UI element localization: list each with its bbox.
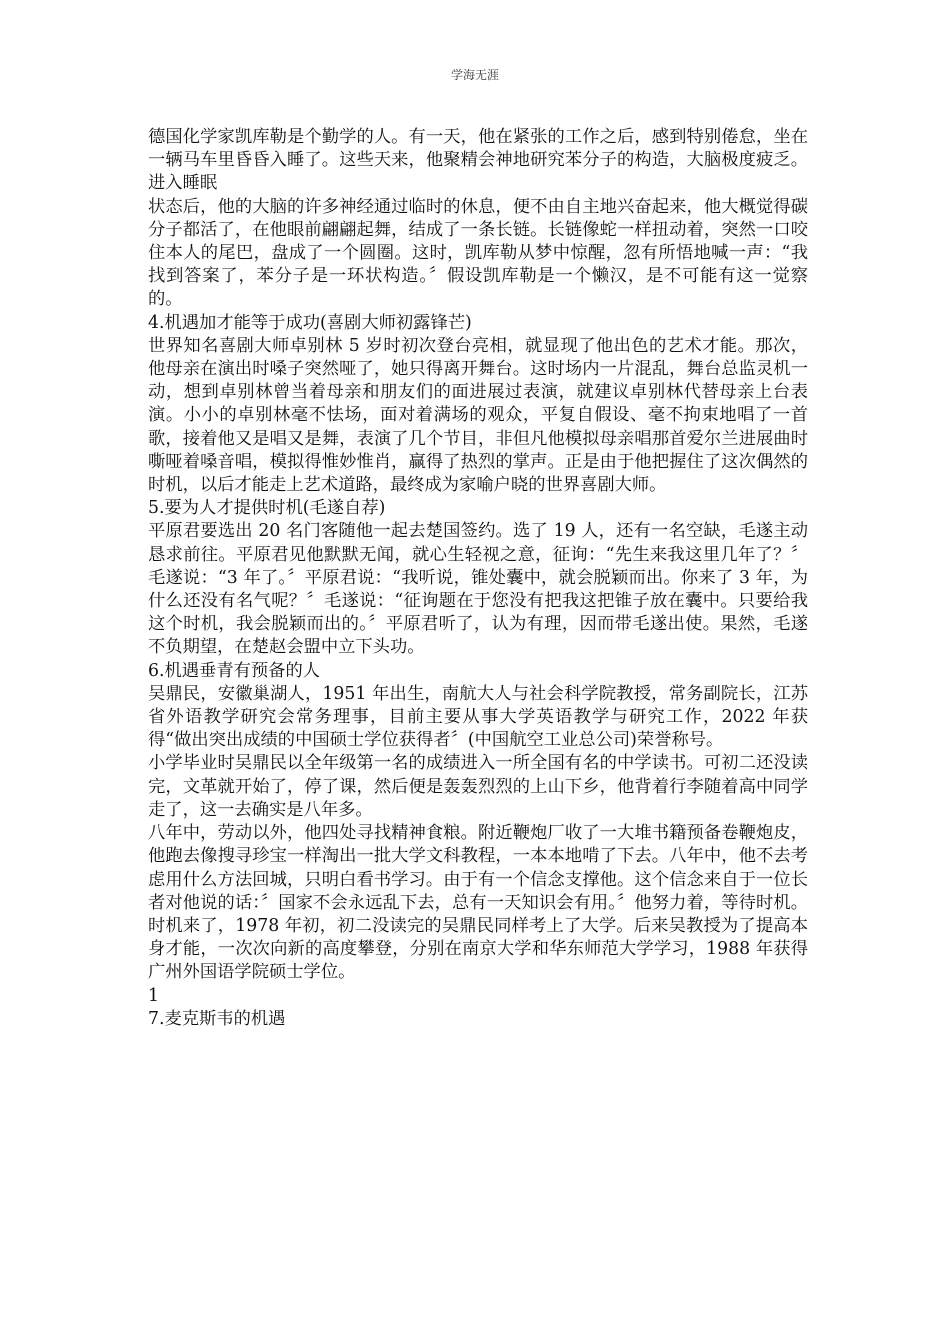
paragraph: 平原君要选出 20 名门客随他一起去楚国签约。选了 19 人，还有一名空缺，毛遂主动恳求前往。平原君见他默默无闻，就心生轻视之意，征询：“先生来我这里几年了？〞毛遂说：“3 年了。〞平原君说：“我听说，锥处囊中，就会脱颖而出。你来了 3 年，为什么还没有名气呢？〞毛遂说：“征询题在于您没有把我这把锥子放在囊中。只要给我这个时机，我会脱颖而出的。〞平原君听了，认为有理，因而带毛遂出使。果然，毛遂不负期望，在楚赵会盟中立下头功。 <box>148 521 808 658</box>
section-heading: 4.机遇加才能等于成功(喜剧大师初露锋芒) <box>148 312 472 333</box>
paragraph: 小学毕业时吴鼎民以全年级第一名的成绩进入一所全国有名的中学读书。可初二还没读完，文革就开始了，停了课，然后便是轰轰烈烈的上山下乡，他背着行李随着高中同学走了，这一去确实是八年多。 <box>148 753 808 820</box>
paragraph: 世界知名喜剧大师卓别林 5 岁时初次登台亮相，就显现了他出色的艺术才能。那次，他母亲在演出时嗓子突然哑了，她只得离开舞台。这时场内一片混乱，舞台总监灵机一动，想到卓别林曾当着母亲和朋友们的面进展过表演，就建议卓别林代替母亲上台表演。小小的卓别林毫不怯场，面对着满场的观众，平复自假设、毫不拘束地唱了一首歌，接着他又是唱又是舞，表演了几个节目，非但凡他模拟母亲唱那首爱尔兰进展曲时嘶哑着嗓音唱，模拟得惟妙惟肖，赢得了热烈的掌声。正是由于他把握住了这次偶然的时机，以后才能走上艺术道路，最终成为家喻户晓的世界喜剧大师。 <box>148 335 808 496</box>
paragraph: 八年中，劳动以外，他四处寻找精神食粮。附近鞭炮厂收了一大堆书籍预备卷鞭炮皮，他跑去像搜寻珍宝一样淘出一批大学文科教程，一本本地啃了下去。八年中，他不去考虑用什么方法回城，只明白看书学习。由于有一个信念支撑他。这个信念来自于一位长者对他说的话：〞国家不会永远乱下去，总有一天知识会有用。〞他努力着，等待时机。时机来了，1978 年初，初二没读完的吴鼎民同样考上了大学。后来吴教授为了提高本身才能，一次次向新的高度攀登，分别在南京大学和华东师范大学学习，1988 年获得广州外国语学院硕士学位。 <box>148 823 808 983</box>
page-number: 1 <box>148 985 159 1006</box>
section-heading: 5.要为人才提供时机(毛遂自荐) <box>148 498 386 519</box>
section-heading: 7.麦克斯韦的机遇 <box>148 1008 286 1029</box>
page-header: 学海无涯 <box>450 68 499 82</box>
paragraph: 状态后，他的大脑的许多神经通过临时的休息，便不由自主地兴奋起来，他大概觉得碳分子都活了，在他眼前翩翩起舞，结成了一条长链。长链像蛇一样扭动着，突然一口咬住本人的尾巴，盘成了一个圆圈。这时，凯库勒从梦中惊醒，忽有所悟地喊一声：“我找到答案了，苯分子是一环状构造。〞假设凯库勒是一个懒汉，是不可能有这一觉察的。 <box>148 196 808 310</box>
section-heading: 6.机遇垂青有预备的人 <box>148 660 321 681</box>
paragraph: 德国化学家凯库勒是个勤学的人。有一天，他在紧张的工作之后，感到特别倦怠，坐在一辆马车里昏昏入睡了。这些天来，他聚精会神地研究苯分子的构造，大脑极度疲乏。进入睡眠 <box>148 127 808 194</box>
document-body <box>148 126 808 1031</box>
paragraph: 吴鼎民，安徽巢湖人，1951 年出生，南航大人与社会科学院教授，常务副院长，江苏省外语教学研究会常务理事，目前主要从事大学英语教学与研究工作，2022 年获得“做出突出成绩的中国硕士学位获得者〞(中国航空工业总公司)荣誉称号。 <box>148 683 808 751</box>
